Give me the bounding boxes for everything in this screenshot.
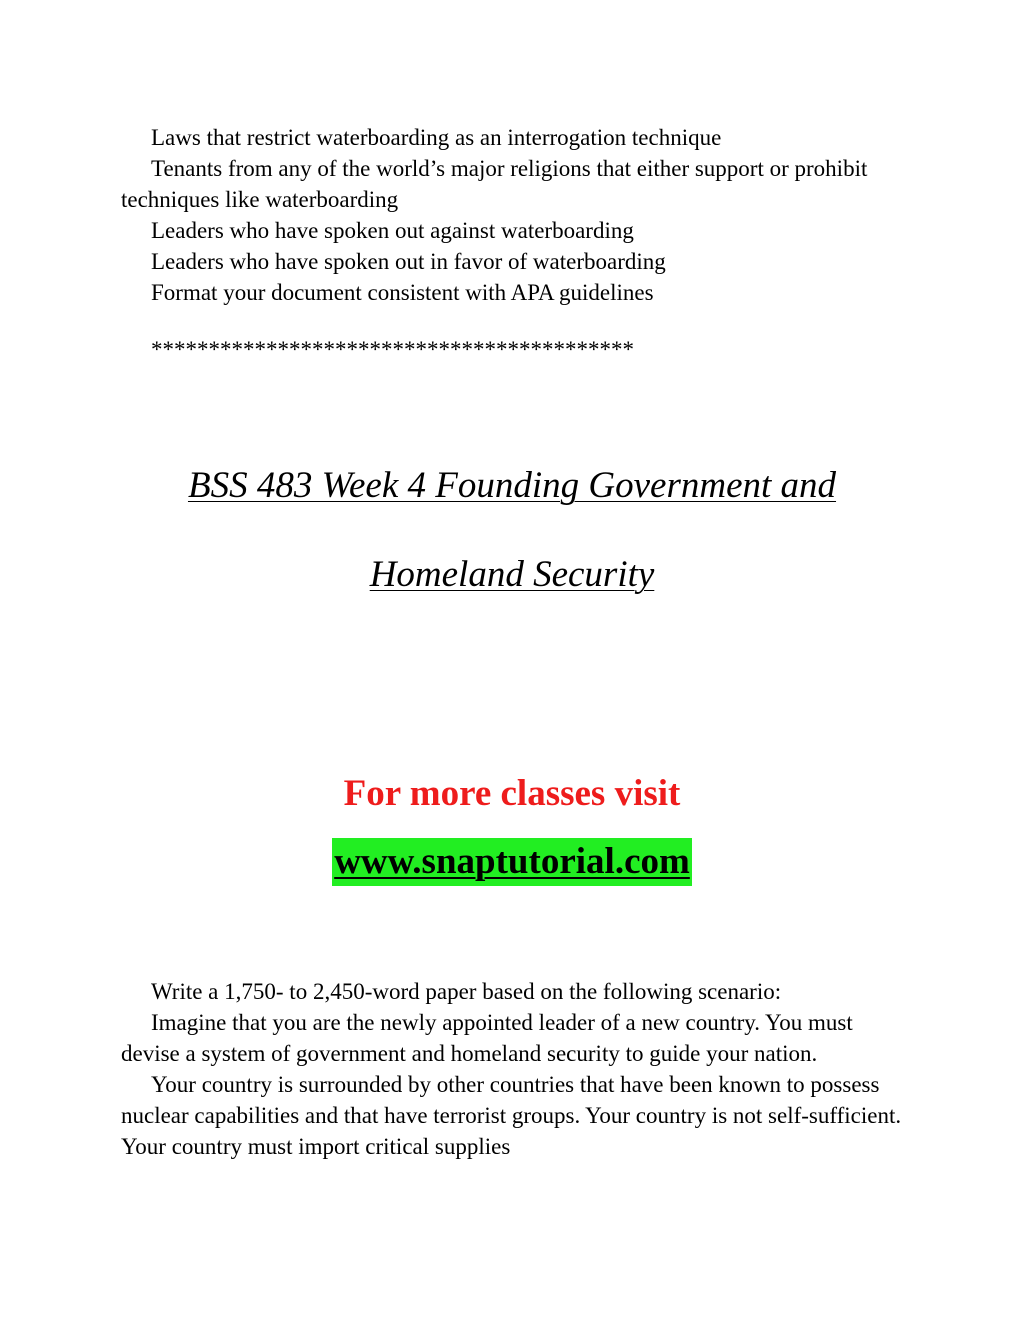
body-paragraph: Imagine that you are the newly appointed leader of a new country. You must devise a system of government and homeland security to guide your nation. [121,1010,853,1066]
promo-link[interactable]: www.snaptutorial.com [332,838,692,886]
body-text [121,976,911,1162]
requirements-list [121,122,911,308]
promo-heading: For more classes visit [343,773,681,814]
promo-link-container [0,838,1024,886]
requirement-item: Format your document consistent with APA guidelines [151,280,654,305]
body-paragraph: Write a 1,750- to 2,450-word paper based on the following scenario: [151,979,782,1004]
document-title-line-1: BSS 483 Week 4 Founding Government and [187,465,837,506]
requirement-item: Tenants from any of the world’s major religions that either support or prohibit techniques like waterboarding [121,156,868,212]
separator-line: ****************************************** [151,337,634,362]
requirement-item: Leaders who have spoken out against waterboarding [151,218,634,243]
document-title-line-2: Homeland Security [369,554,655,595]
requirement-item: Laws that restrict waterboarding as an interrogation technique [151,125,722,150]
body-paragraph: Your country is surrounded by other countries that have been known to possess nuclear capabilities and that have terrorist groups. Your country is not self-sufficient. Your country must import critical supplies [121,1072,902,1159]
requirement-item: Leaders who have spoken out in favor of waterboarding [151,249,666,274]
